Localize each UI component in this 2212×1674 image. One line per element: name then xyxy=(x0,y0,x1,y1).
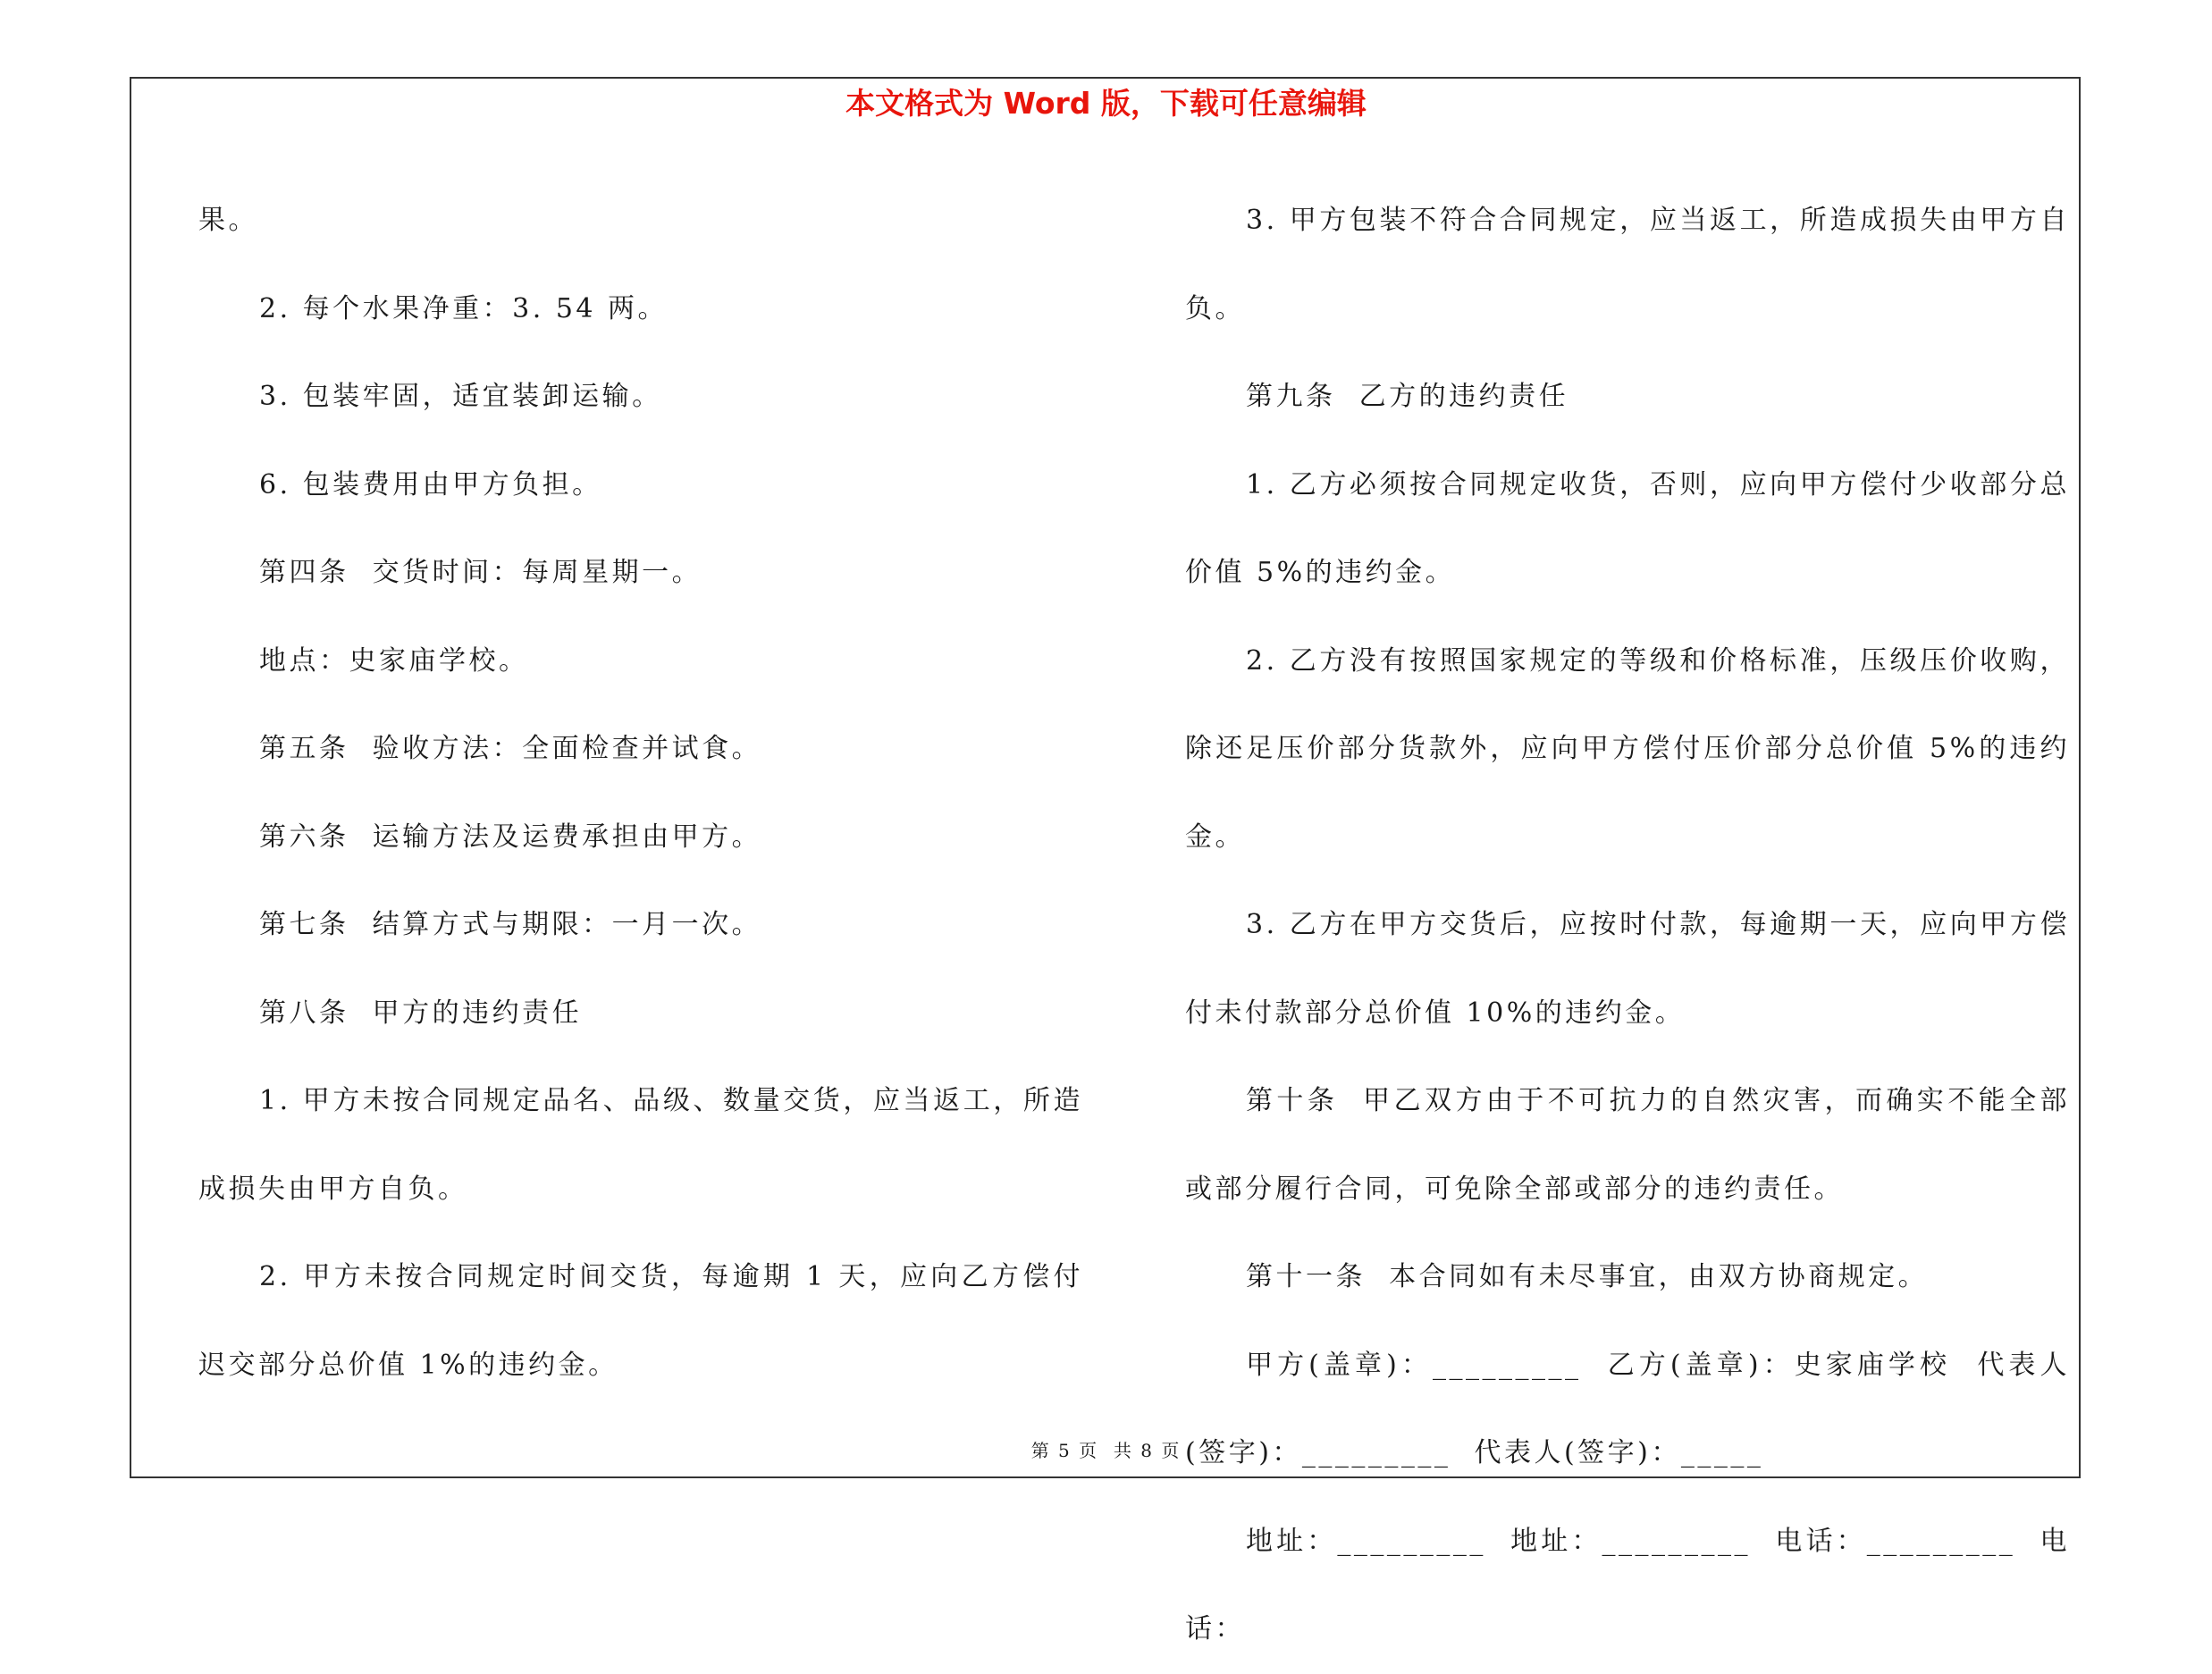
paragraph: 第八条 甲方的违约责任 xyxy=(259,997,583,1029)
paragraph: 6. 包装费用由甲方负担。 xyxy=(259,468,602,501)
paragraph: 地点：史家庙学校。 xyxy=(259,644,529,677)
paragraph: 3. 甲方包装不符合合同规定，应当返工，所造成损失由甲方自负。 xyxy=(1185,205,2070,324)
paragraph: 2. 每个水果净重：3. 54 两。 xyxy=(259,292,669,324)
paragraph: 第四条 交货时间：每周星期一。 xyxy=(259,557,702,588)
footer-page-number: 5 xyxy=(1058,1440,1072,1461)
left-text-column xyxy=(198,177,1083,1409)
paragraph: 3. 包装牢固，适宜装卸运输。 xyxy=(259,381,662,412)
paragraph: 1. 乙方必须按合同规定收货，否则，应向甲方偿付少收部分总价值 5%的违约金。 xyxy=(1185,468,2070,588)
footer-suffix: 页 xyxy=(1161,1440,1182,1461)
footer-total-pages: 8 xyxy=(1140,1440,1154,1461)
paragraph: 第六条 运输方法及运费承担由甲方。 xyxy=(259,820,762,853)
paragraph: 第五条 验收方法：全面检查并试食。 xyxy=(259,733,762,764)
paragraph: 2. 乙方没有按照国家规定的等级和价格标准，压级压价收购，除还足压价部分货款外，应向甲方偿付压价部分总价值 5%的违约金。 xyxy=(1185,644,2070,853)
paragraph: 第十条 甲乙双方由于不可抗力的自然灾害，而确实不能全部或部分履行合同，可免除全部或部分的违约责任。 xyxy=(1185,1085,2070,1205)
paragraph: 第九条 乙方的违约责任 xyxy=(1246,381,1569,412)
paragraph: 第七条 结算方式与期限：一月一次。 xyxy=(259,909,762,940)
paragraph: 地址：_________ 地址：_________ 电话：_________ 电话： xyxy=(1185,1525,2070,1645)
paragraph: 2. 甲方未按合同规定时间交货，每逾期 1 天，应向乙方偿付迟交部分总价值 1%的违约金。 xyxy=(198,1261,1083,1381)
paragraph: 1. 甲方未按合同规定品名、品级、数量交货，应当返工，所造成损失由甲方自负。 xyxy=(198,1085,1083,1205)
document-header-banner: 本文格式为 Word 版，下载可任意编辑 xyxy=(845,86,1367,121)
paragraph: 甲方(盖章)：_________ 乙方(盖章)：史家庙学校 代表人(签字)：_________ 代表人(签字)：_____ xyxy=(1185,1349,2070,1468)
paragraph: 3. 乙方在甲方交货后，应按时付款，每逾期一天，应向甲方偿付未付款部分总价值 10%的违约金。 xyxy=(1185,909,2070,1029)
paragraph: 第十一条 本合同如有未尽事宜，由双方协商规定。 xyxy=(1246,1261,1929,1292)
footer-prefix: 第 xyxy=(1030,1440,1051,1461)
footer-mid: 页 共 xyxy=(1079,1440,1133,1461)
paragraph: 果。 xyxy=(198,205,258,236)
page-number-footer xyxy=(0,1437,2212,1464)
